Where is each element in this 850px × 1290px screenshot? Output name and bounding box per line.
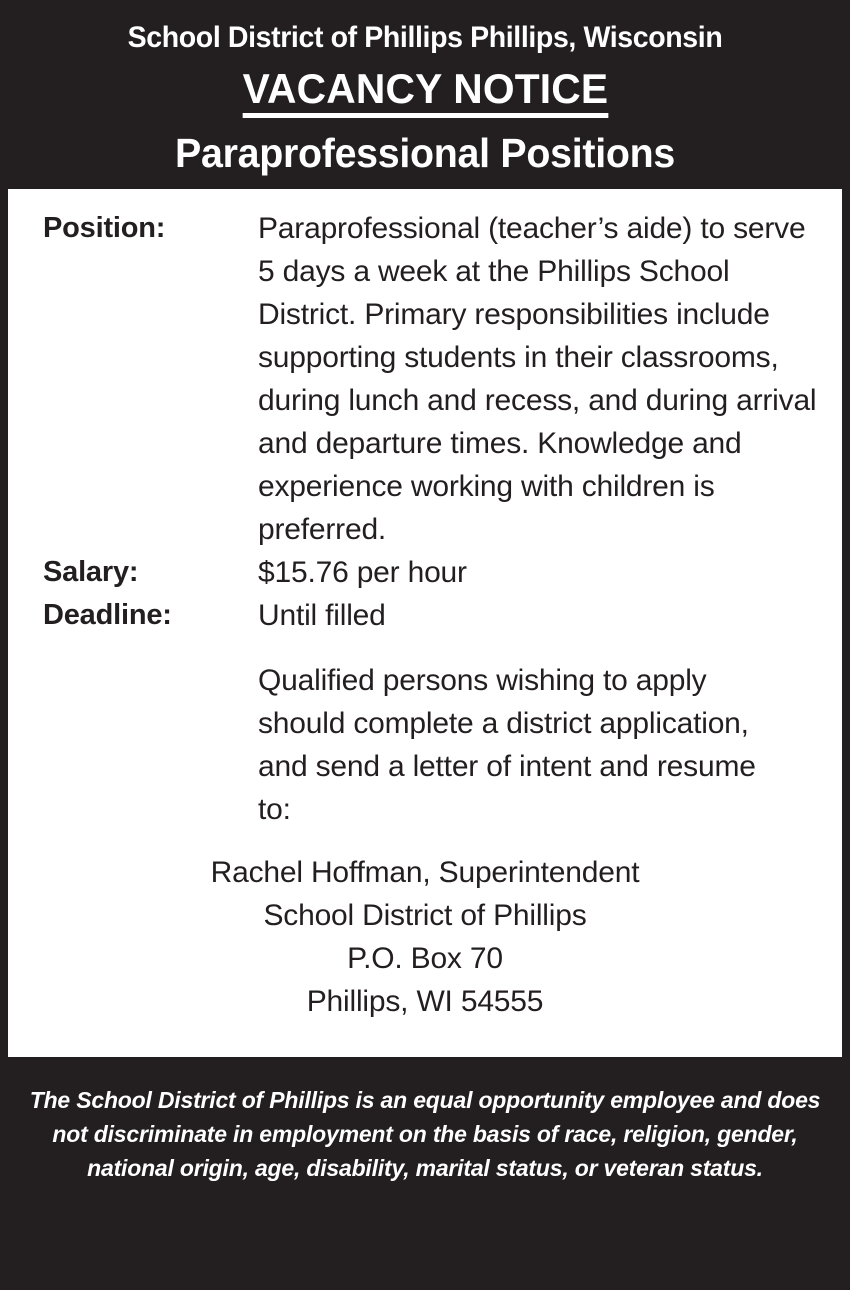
address-line-name: Rachel Hoffman, Superintendent — [210, 855, 640, 889]
deadline-label: Deadline: — [43, 598, 172, 631]
salary-label: Salary: — [43, 555, 139, 588]
vacancy-title-wrap — [18, 64, 832, 118]
apply-instructions: Qualified persons wishing to apply should complete a district application, and send a letter of intent and resume to: — [258, 663, 756, 826]
field-row-salary — [22, 551, 828, 594]
salary-value: $15.76 per hour — [258, 555, 467, 589]
address-line-po-box: P.O. Box 70 — [347, 941, 503, 975]
notice-footer — [0, 1057, 850, 1290]
apply-spacer — [22, 659, 258, 831]
apply-instructions-row — [22, 659, 828, 831]
contact-address — [22, 851, 828, 1023]
field-row-position — [22, 207, 828, 551]
address-line-district: School District of Phillips — [263, 898, 587, 932]
position-title: Paraprofessional Positions — [175, 129, 675, 176]
notice-header — [0, 0, 850, 189]
address-line-city-state-zip: Phillips, WI 54555 — [306, 984, 544, 1018]
deadline-value: Until filled — [258, 598, 386, 632]
organization-line: School District of Phillips Phillips, Wisconsin — [127, 21, 723, 54]
equal-opportunity-disclaimer: The School District of Phillips is an equal opportunity employee and does not discriminate in employment on the basis of race, religion, gender, national origin, age, disability, marital status, or veteran status. — [29, 1086, 821, 1181]
notice-body-panel — [8, 189, 842, 1057]
position-label: Position: — [43, 211, 166, 244]
position-value: Paraprofessional (teacher’s aide) to serve 5 days a week at the Phillips School District. Primary responsibilities include supporting students in their classrooms, during lunch and recess, and during arrival and departure times. Knowledge and experience working with children is preferred. — [258, 211, 817, 546]
field-row-deadline — [22, 594, 828, 637]
vacancy-notice-title: VACANCY NOTICE — [242, 68, 608, 118]
